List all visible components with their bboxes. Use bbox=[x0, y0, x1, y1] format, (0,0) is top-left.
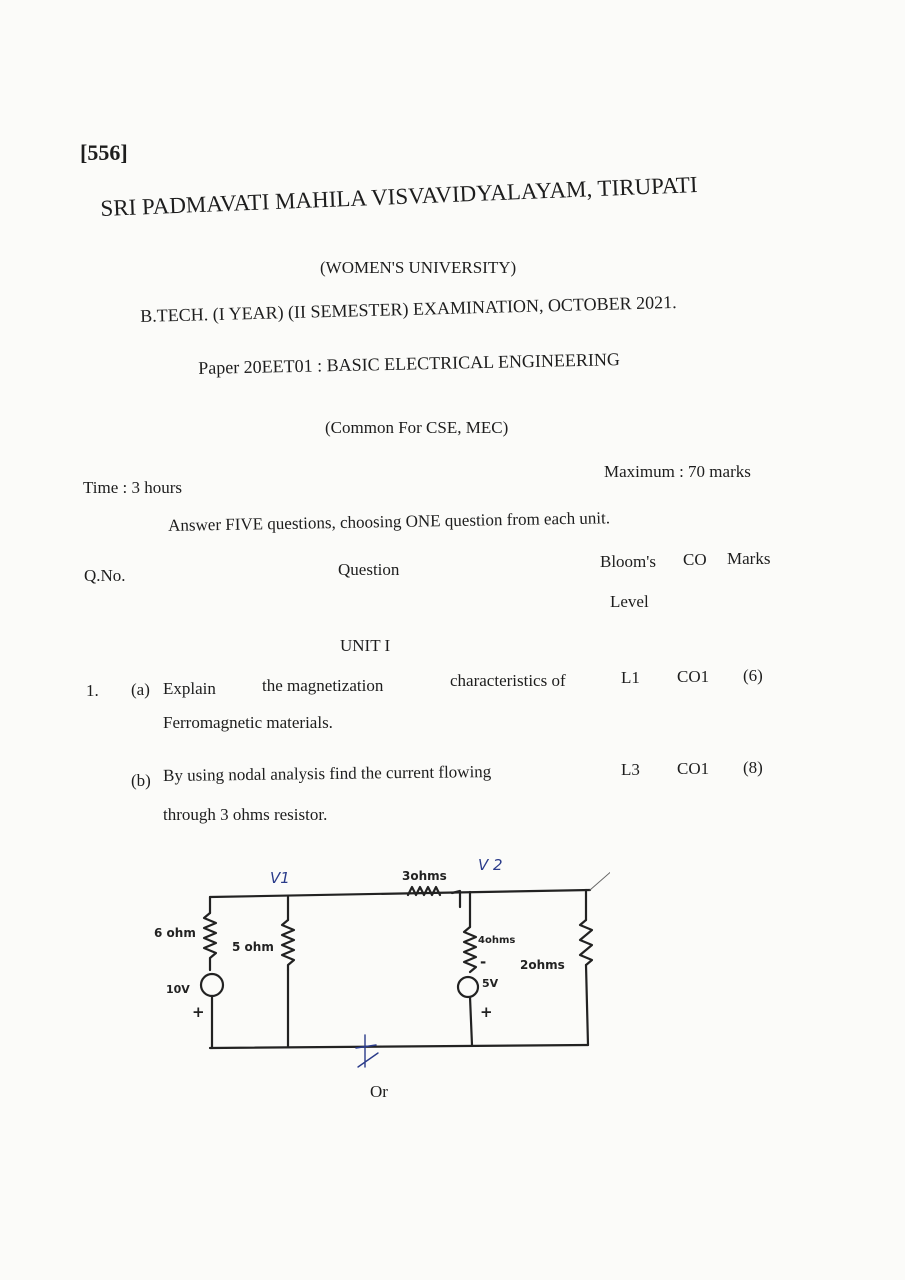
label-10v: 10V bbox=[166, 983, 190, 996]
resistor-4ohm bbox=[464, 927, 476, 972]
top-wire bbox=[210, 890, 590, 897]
bottom-wire bbox=[210, 1045, 588, 1048]
resistor-5ohm bbox=[282, 920, 294, 970]
part-b-co: CO1 bbox=[677, 759, 710, 778]
diagonal-mark bbox=[590, 855, 610, 890]
unit-heading: UNIT I bbox=[340, 636, 391, 655]
maximum-marks: Maximum : 70 marks bbox=[604, 462, 751, 481]
source-10v bbox=[201, 974, 223, 996]
exam-title: B.TECH. (I YEAR) (II SEMESTER) EXAMINATION, OCTOBER 2021. bbox=[140, 291, 677, 326]
tick-mark bbox=[356, 1035, 378, 1067]
part-b-level: L3 bbox=[621, 760, 640, 779]
part-b-marks: (8) bbox=[743, 758, 763, 777]
instructions: Answer FIVE questions, choosing ONE question from each unit. bbox=[168, 508, 611, 535]
label-plus-10v: + bbox=[192, 1003, 205, 1021]
resistor-6ohm bbox=[204, 913, 216, 970]
label-plus-5v: + bbox=[480, 1003, 493, 1021]
header-qno: Q.No. bbox=[84, 566, 126, 585]
label-5v: 5V bbox=[482, 977, 499, 990]
resistor-2ohm bbox=[580, 920, 592, 965]
part-b-label: (b) bbox=[131, 771, 151, 790]
part-a-level: L1 bbox=[621, 668, 640, 687]
label-4ohm: 4ohms bbox=[478, 935, 516, 946]
part-a-line2: Ferromagnetic materials. bbox=[163, 713, 333, 732]
or-separator: Or bbox=[370, 1082, 388, 1101]
common-for: (Common For CSE, MEC) bbox=[325, 418, 509, 437]
header-level: Level bbox=[610, 592, 649, 611]
part-a-marks: (6) bbox=[743, 666, 763, 685]
annotation-v1: V1 bbox=[270, 869, 290, 887]
label-2ohm: 2ohms bbox=[520, 958, 565, 972]
university-subtitle: (WOMEN'S UNIVERSITY) bbox=[320, 258, 517, 277]
label-5ohm: 5 ohm bbox=[232, 940, 274, 954]
source-5v bbox=[458, 977, 478, 997]
question-number: 1. bbox=[86, 681, 99, 700]
part-a-label: (a) bbox=[131, 680, 150, 699]
part-a-word2: the magnetization bbox=[262, 676, 384, 695]
time-allowed: Time : 3 hours bbox=[83, 478, 183, 497]
part-a-word1: Explain bbox=[163, 679, 216, 698]
circuit-diagram bbox=[150, 845, 610, 1075]
label-minus-5v: - bbox=[480, 953, 487, 971]
part-b-line1: By using nodal analysis find the current flowing bbox=[163, 761, 492, 785]
university-name: SRI PADMAVATI MAHILA VISVAVIDYALAYAM, TIRUPATI bbox=[100, 172, 699, 221]
label-6ohm: 6 ohm bbox=[154, 926, 196, 940]
label-3ohm: 3ohms bbox=[402, 869, 447, 883]
annotation-v2: V 2 bbox=[478, 856, 503, 874]
header-co: CO bbox=[683, 550, 707, 569]
question-paper-code: [556] bbox=[80, 140, 128, 165]
paper-title: Paper 20EET01 : BASIC ELECTRICAL ENGINEERING bbox=[198, 349, 621, 378]
header-marks: Marks bbox=[727, 549, 771, 568]
part-a-word3: characteristics of bbox=[450, 671, 566, 690]
header-question: Question bbox=[338, 560, 400, 579]
header-blooms: Bloom's bbox=[600, 552, 656, 571]
part-a-co: CO1 bbox=[677, 667, 710, 686]
part-b-line2: through 3 ohms resistor. bbox=[163, 805, 328, 824]
